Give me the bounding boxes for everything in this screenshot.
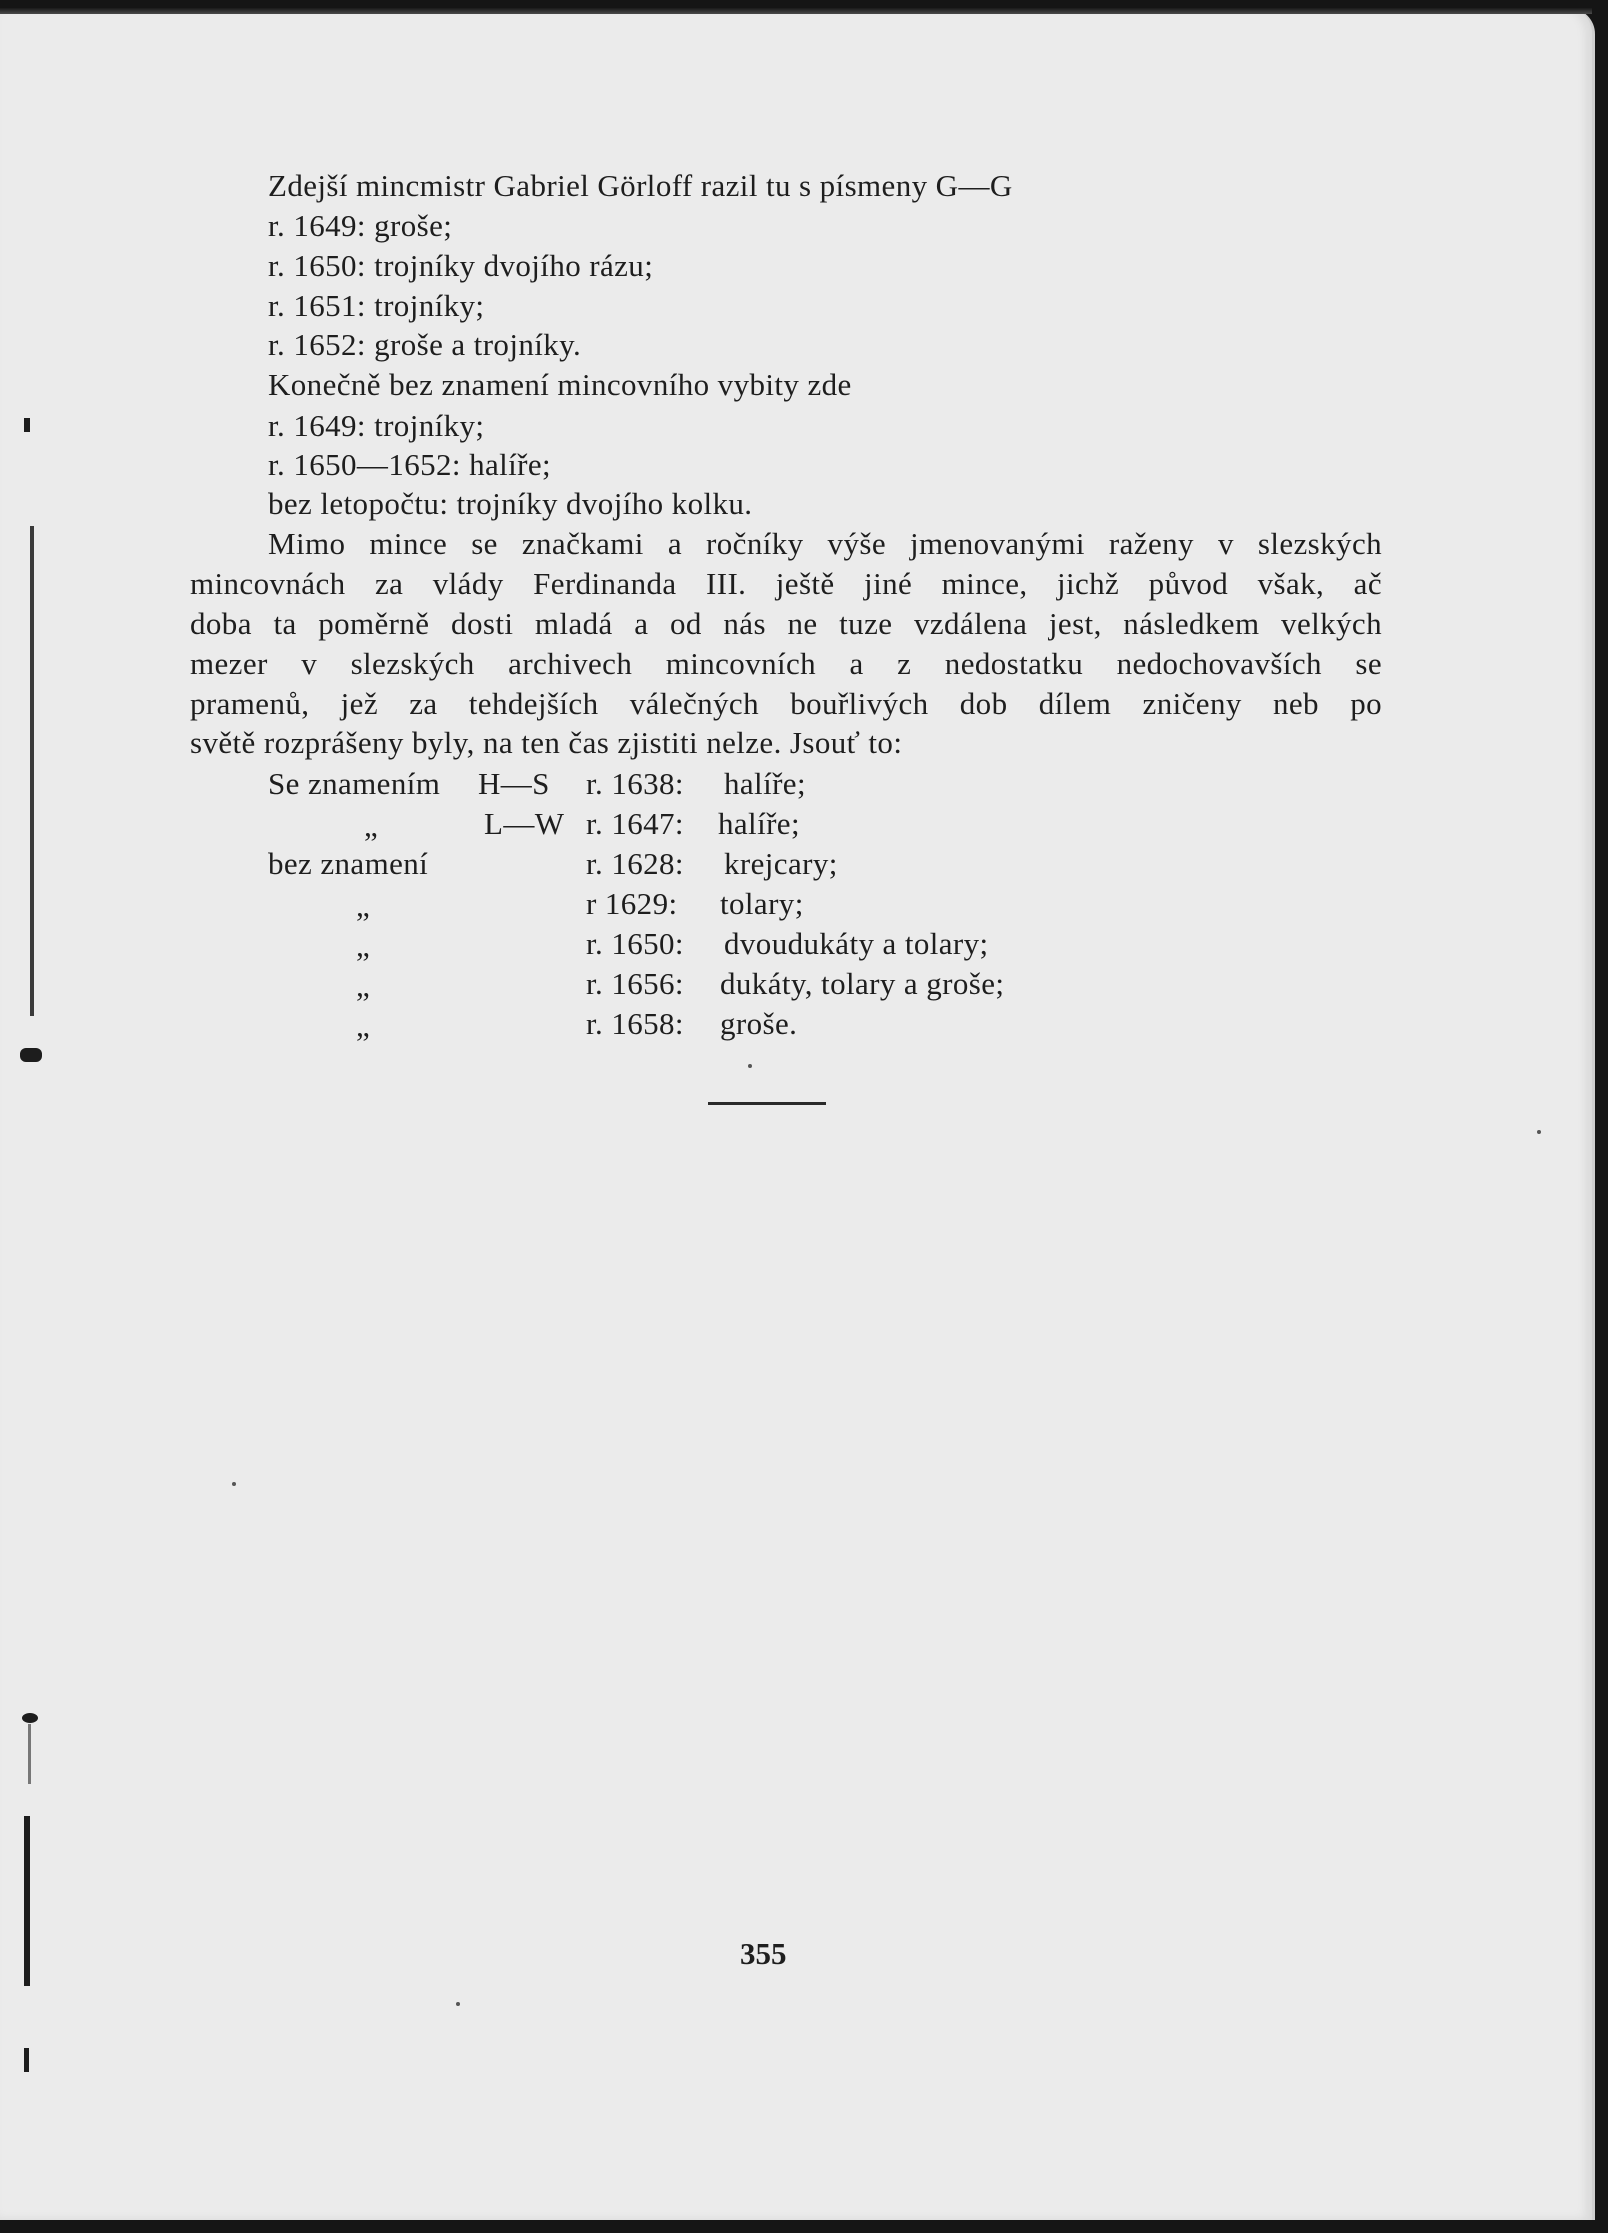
row-label: „ xyxy=(356,968,371,1003)
coin-type: tolary; xyxy=(720,886,804,921)
speck xyxy=(748,1064,752,1068)
year: r. 1647: xyxy=(586,806,684,841)
coin-type: groše. xyxy=(720,1006,798,1041)
binding-mark xyxy=(28,1724,31,1784)
paragraph-line: Mimo mince se značkami a ročníky výše jmenovanými raženy v slezských xyxy=(268,526,1382,561)
row-label: bez znamení xyxy=(268,846,429,881)
coin-type: dvoudukáty a tolary; xyxy=(724,926,989,961)
list-line: r. 1650—1652: halíře; xyxy=(268,447,552,482)
row-label: „ xyxy=(364,808,379,843)
list-line: r. 1650: trojníky dvojího rázu; xyxy=(268,248,654,283)
row-label: Se znamením xyxy=(268,766,441,801)
year: r. 1656: xyxy=(586,966,684,1001)
page-number: 355 xyxy=(740,1936,787,1971)
paragraph-line: mincovnách za vlády Ferdinanda III. ještě jiné mince, jichž původ však, ač xyxy=(190,566,1382,601)
list-line: bez letopočtu: trojníky dvojího kolku. xyxy=(268,486,753,521)
list-line: Zdejší mincmistr Gabriel Görloff razil tu s písmeny G—G xyxy=(268,168,1013,203)
binding-mark xyxy=(24,418,30,432)
row-label: „ xyxy=(356,888,371,923)
list-line: r. 1652: groše a trojníky. xyxy=(268,327,582,362)
binding-marks xyxy=(0,8,60,2220)
paragraph-line: pramenů, jež za tehdejších válečných bouřlivých dob dílem zničeny neb po xyxy=(190,686,1382,721)
binding-mark xyxy=(24,2048,29,2072)
coin-type: dukáty, tolary a groše; xyxy=(720,966,1005,1001)
row-label: „ xyxy=(356,1008,371,1043)
coin-type: krejcary; xyxy=(724,846,838,881)
section-divider xyxy=(708,1102,826,1105)
list-line: r. 1651: trojníky; xyxy=(268,288,485,323)
coin-type: halíře; xyxy=(724,766,806,801)
binding-mark xyxy=(24,1816,30,1986)
year: r. 1658: xyxy=(586,1006,684,1041)
binding-mark xyxy=(20,1048,42,1062)
mint-mark: L—W xyxy=(484,806,565,841)
speck xyxy=(1537,1130,1541,1134)
list-line: r. 1649: groše; xyxy=(268,208,453,243)
year: r. 1628: xyxy=(586,846,684,881)
mint-mark: H—S xyxy=(478,766,550,801)
paper-sheet xyxy=(0,8,1595,2220)
year: r. 1638: xyxy=(586,766,684,801)
paragraph-line: mezer v slezských archivech mincovních a z nedostatku nedochovavších se xyxy=(190,646,1382,681)
speck xyxy=(456,2002,460,2006)
list-line: Konečně bez znamení mincovního vybity zde xyxy=(268,367,852,402)
year: r 1629: xyxy=(586,886,678,921)
paragraph-line: světě rozprášeny byly, na ten čas zjistiti nelze. Jsouť to: xyxy=(190,725,903,760)
paragraph-line: doba ta poměrně dosti mladá a od nás ne tuze vzdálena jest, následkem velkých xyxy=(190,606,1382,641)
coin-type: halíře; xyxy=(718,806,800,841)
top-edge-shadow xyxy=(0,8,1592,14)
list-line: r. 1649: trojníky; xyxy=(268,408,485,443)
year: r. 1650: xyxy=(586,926,684,961)
binding-mark xyxy=(30,526,34,1016)
speck xyxy=(232,1482,236,1486)
binding-mark xyxy=(22,1713,38,1723)
row-label: „ xyxy=(356,928,371,963)
